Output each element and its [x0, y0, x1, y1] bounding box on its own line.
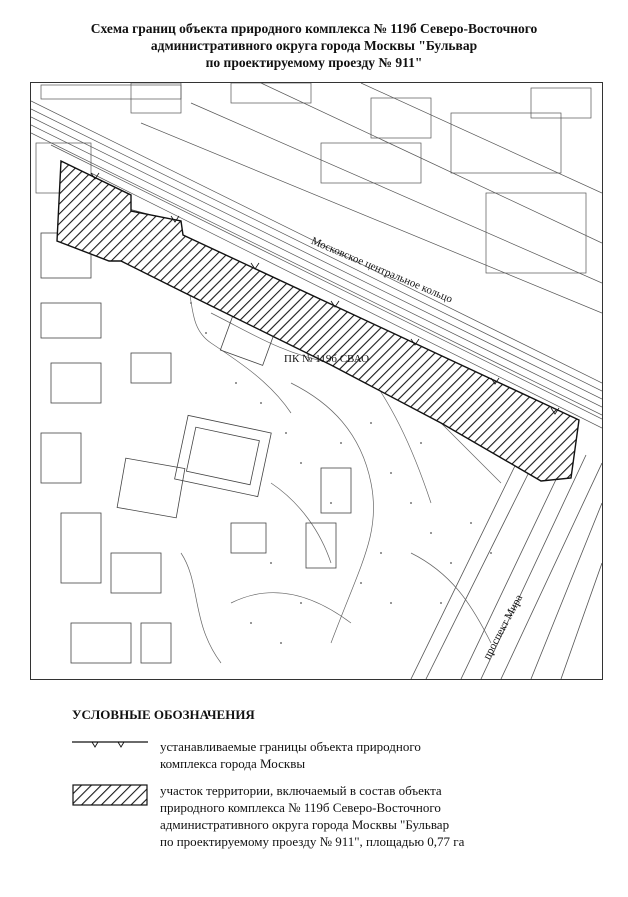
map-drawing [31, 83, 602, 679]
object-label: ПК № 119б СВАО [284, 353, 370, 365]
map-title [40, 20, 588, 71]
boundary-line-symbol [70, 738, 150, 754]
prospekt-mira-road [411, 433, 602, 679]
legend-line: природного комплекса № 119б Северо-Восточного [160, 800, 441, 815]
legend-line: комплекса города Москвы [160, 756, 306, 771]
legend-line: по проектируемому проезду № 911", площадью 0,77 га [160, 834, 465, 849]
object-hatched-area [57, 161, 579, 481]
legend-line: участок территории, включаемый в состав объекта [160, 783, 442, 798]
legend-item-boundary [160, 738, 590, 772]
title-line: Схема границ объекта природного комплекса № 119б Северо-Восточного [90, 21, 538, 36]
title-line: по проектируемому проезду № 911" [205, 55, 423, 70]
legend-item-hatched-area [160, 782, 590, 850]
title-line: административного округа города Москвы "Бульвар [150, 38, 478, 53]
railway-label: Московское центральное кольцо [309, 235, 455, 306]
hatched-area-symbol [72, 784, 148, 806]
map-area [30, 82, 603, 680]
avenue-label: проспект Мира [481, 592, 526, 662]
legend-line: административного округа города Москвы "Бульвар [160, 817, 450, 832]
legend-heading: УСЛОВНЫЕ ОБОЗНАЧЕНИЯ [72, 707, 255, 722]
legend-line: устанавливаемые границы объекта природного [160, 739, 421, 754]
